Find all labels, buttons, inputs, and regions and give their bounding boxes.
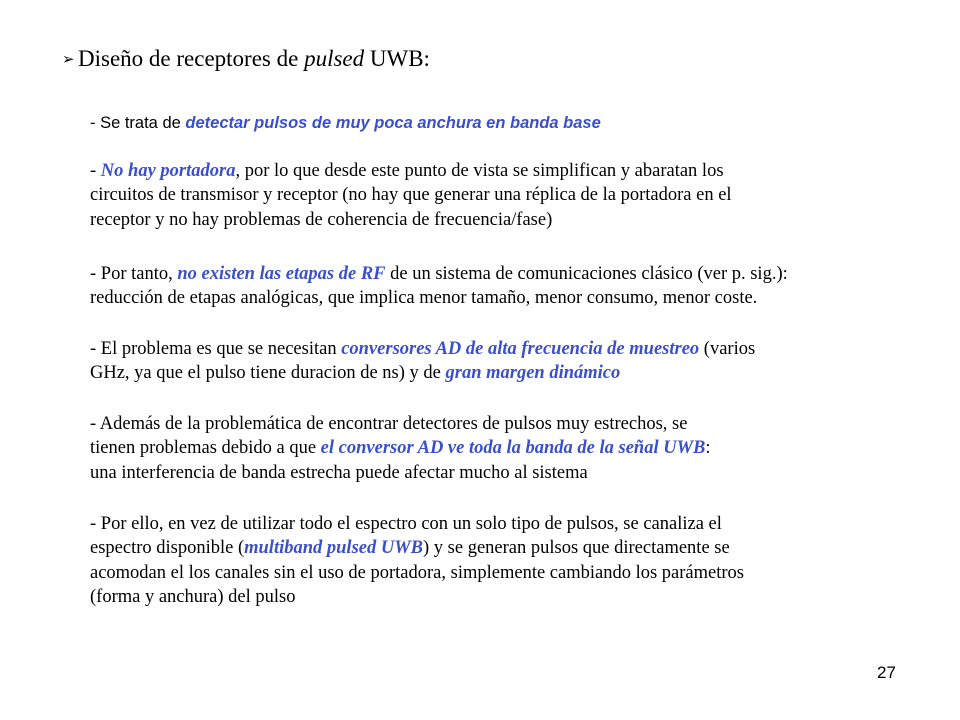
- paragraph-detection: [90, 111, 601, 135]
- paragraph-text: :: [705, 438, 711, 459]
- paragraph-text: una interferencia de banda estrecha puede afectar mucho al sistema: [90, 462, 588, 483]
- paragraph-text: receptor y no hay problemas de coherencia de frecuencia/fase): [90, 209, 553, 230]
- paragraph-text: espectro disponible (: [90, 538, 245, 559]
- paragraph-text: - Se trata de: [90, 114, 186, 132]
- paragraph-interference: [90, 412, 711, 485]
- paragraph-text: acomodan el los canales sin el uso de portadora, simplemente cambiando los parámetros: [90, 562, 744, 583]
- paragraph-text: reducción de etapas analógicas, que implica menor tamaño, menor consumo, menor coste.: [90, 288, 758, 309]
- paragraph-no-carrier: [90, 159, 732, 232]
- paragraph-no-rf-stages: [90, 262, 788, 311]
- paragraph-ad-converters: [90, 337, 755, 386]
- paragraph-text: GHz, ya que el pulso tiene duracion de ns) y de: [90, 363, 446, 384]
- slide-title: [62, 44, 430, 75]
- title-suffix: UWB:: [364, 46, 430, 71]
- page-number: 27: [877, 663, 896, 682]
- highlighted-text: detectar pulsos de muy poca anchura en banda base: [185, 114, 601, 132]
- paragraph-text: tienen problemas debido a que: [90, 438, 321, 459]
- paragraph-text: - Además de la problemática de encontrar detectores de pulsos muy estrechos, se: [90, 414, 688, 434]
- paragraph-text: - Por ello, en vez de utilizar todo el espectro con un solo tipo de pulsos, se canaliza el: [90, 514, 722, 534]
- paragraph-text: , por lo que desde este punto de vista se simplifican y abaratan los: [235, 161, 724, 181]
- paragraph-text: (varios: [699, 339, 756, 359]
- arrow-bullet-icon: ➢: [62, 52, 75, 68]
- paragraph-text: de un sistema de comunicaciones clásico (ver p. sig.):: [385, 264, 788, 284]
- paragraph-text: -: [90, 161, 101, 181]
- paragraph-text: (forma y anchura) del pulso: [90, 586, 296, 607]
- paragraph-text: ) y se generan pulsos que directamente se: [423, 538, 730, 559]
- title-emphasis: pulsed: [304, 46, 365, 71]
- highlighted-text: multiband pulsed UWB: [244, 538, 424, 559]
- highlighted-text: el conversor AD ve toda la banda de la señal UWB: [320, 438, 706, 459]
- title-text: Diseño de receptores de: [78, 46, 305, 71]
- highlighted-text: no existen las etapas de RF: [177, 264, 386, 284]
- highlighted-text: conversores AD de alta frecuencia de muestreo: [341, 339, 700, 359]
- paragraph-multiband: [90, 512, 744, 609]
- paragraph-text: circuitos de transmisor y receptor (no hay que generar una réplica de la portadora en el: [90, 185, 732, 206]
- highlighted-text: gran margen dinámico: [445, 363, 621, 384]
- paragraph-text: - El problema es que se necesitan: [90, 339, 342, 359]
- paragraph-text: - Por tanto,: [90, 264, 178, 284]
- highlighted-text: No hay portadora: [100, 161, 236, 181]
